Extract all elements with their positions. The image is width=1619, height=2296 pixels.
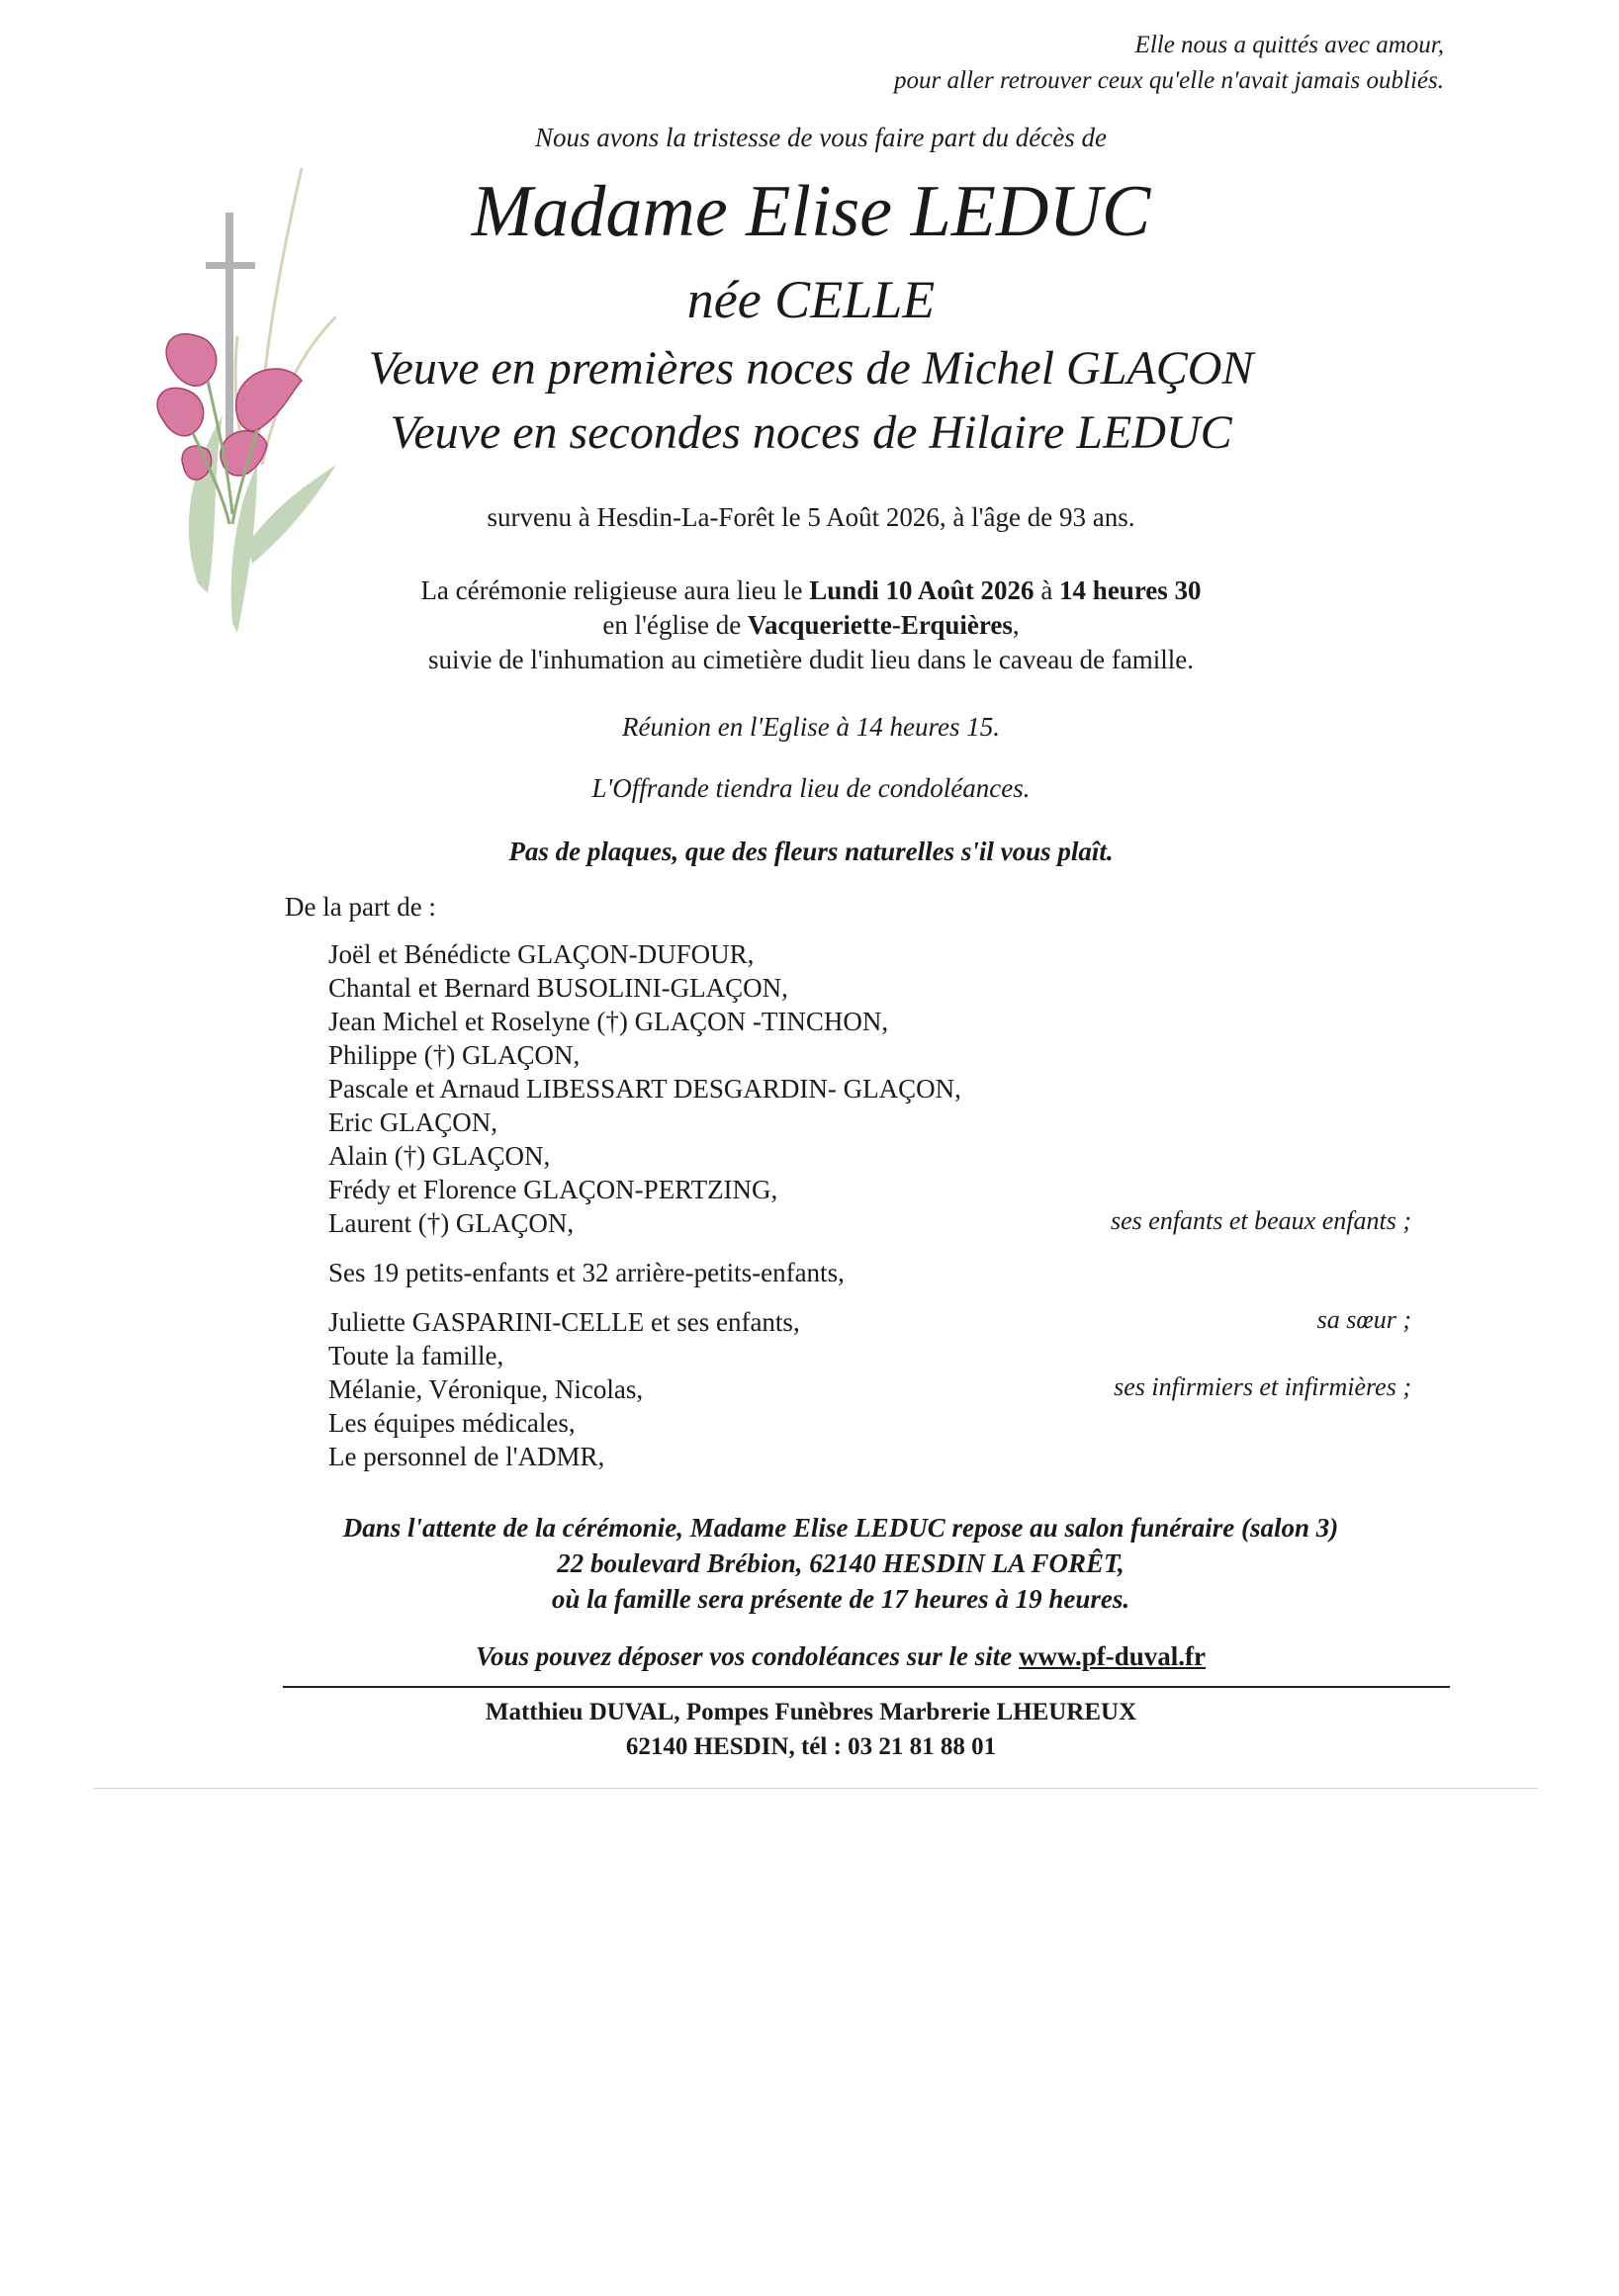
widow-line-1: Veuve en premières noces de Michel GLAÇON <box>368 342 1254 395</box>
family-member: Mélanie, Véronique, Nicolas, <box>328 1374 644 1404</box>
ceremony-place: Vacqueriette-Erquières <box>747 610 1013 640</box>
funeral-home-contact: 62140 HESDIN, tél : 03 21 81 88 01 <box>625 1733 997 1760</box>
family-member: Juliette GASPARINI-CELLE et ses enfants, <box>328 1307 800 1337</box>
ceremony-text: à <box>1034 575 1060 605</box>
epigraph-line: Elle nous a quittés avec amour, <box>1134 32 1444 58</box>
family-member: Philippe (†) GLAÇON, <box>328 1040 581 1070</box>
ceremony-line-3: suivie de l'inhumation au cimetière dudit lieu dans le caveau de famille. <box>427 645 1195 674</box>
deceased-name: Madame Elise LEDUC <box>471 171 1151 252</box>
page-edge-line <box>94 1788 1538 1789</box>
reunion-note: Réunion en l'Eglise à 14 heures 15. <box>622 712 1000 742</box>
salon-line-3: où la famille sera présente de 17 heures à 19 heures. <box>551 1584 1130 1614</box>
family-member: Joël et Bénédicte GLAÇON-DUFOUR, <box>328 939 755 969</box>
relation-nurses: ses infirmiers et infirmières ; <box>1114 1372 1411 1401</box>
salon-line-1: Dans l'attente de la cérémonie, Madame Elise LEDUC repose au salon funéraire (salon 3) <box>342 1513 1339 1543</box>
family-member: Eric GLAÇON, <box>328 1107 497 1137</box>
condolences-label: Vous pouvez déposer vos condoléances sur le site <box>475 1641 1019 1671</box>
death-details: survenu à Hesdin-La-Forêt le 5 Août 2026, à l'âge de 93 ans. <box>487 502 1135 532</box>
family-member: Le personnel de l'ADMR, <box>328 1442 605 1471</box>
family-member: Frédy et Florence GLAÇON-PERTZING, <box>328 1175 778 1204</box>
ceremony-text: La cérémonie religieuse aura lieu le <box>420 575 810 605</box>
ceremony-line-1 <box>297 575 1325 606</box>
widow-line-2: Veuve en secondes noces de Hilaire LEDUC <box>390 406 1232 459</box>
family-member: Les équipes médicales, <box>328 1408 576 1438</box>
ceremony-line-2 <box>297 610 1325 641</box>
intro-text: Nous avons la tristesse de vous faire part du décès de <box>535 123 1107 152</box>
ceremony-text: en l'église de <box>602 610 748 640</box>
salon-line-2: 22 boulevard Brébion, 62140 HESDIN LA FORÊT, <box>557 1548 1124 1578</box>
divider <box>283 1686 1450 1688</box>
ceremony-text: , <box>1012 610 1020 640</box>
condolences-link[interactable]: www.pf-duval.fr <box>1018 1641 1206 1671</box>
ceremony-date: Lundi 10 Août 2026 <box>809 575 1034 605</box>
epigraph <box>692 28 1444 99</box>
relation-children: ses enfants et beaux enfants ; <box>1111 1206 1411 1235</box>
condolences-line <box>247 1641 1434 1672</box>
family-member: Laurent (†) GLAÇON, <box>328 1208 575 1238</box>
family-member: Chantal et Bernard BUSOLINI-GLAÇON, <box>328 973 788 1003</box>
maiden-name: née CELLE <box>686 270 936 329</box>
family-member: Toute la famille, <box>328 1341 504 1370</box>
ceremony-time: 14 heures 30 <box>1059 575 1202 605</box>
family-member: Jean Michel et Roselyne (†) GLAÇON -TINCHON, <box>328 1007 889 1036</box>
relation-sister: sa sœur ; <box>1316 1305 1411 1334</box>
from-label: De la part de : <box>285 892 436 922</box>
grandchildren-line: Ses 19 petits-enfants et 32 arrière-petits-enfants, <box>328 1258 845 1287</box>
family-member: Pascale et Arnaud LIBESSART DESGARDIN- GLAÇON, <box>328 1074 961 1104</box>
offrande-note: L'Offrande tiendra lieu de condoléances. <box>591 773 1031 803</box>
funeral-home-name: Matthieu DUVAL, Pompes Funèbres Marbrerie LHEUREUX <box>485 1699 1137 1725</box>
flowers-note: Pas de plaques, que des fleurs naturelles s'il vous plaît. <box>508 837 1114 866</box>
epigraph-line: pour aller retrouver ceux qu'elle n'avait jamais oubliés. <box>894 67 1444 94</box>
family-member: Alain (†) GLAÇON, <box>328 1141 551 1171</box>
